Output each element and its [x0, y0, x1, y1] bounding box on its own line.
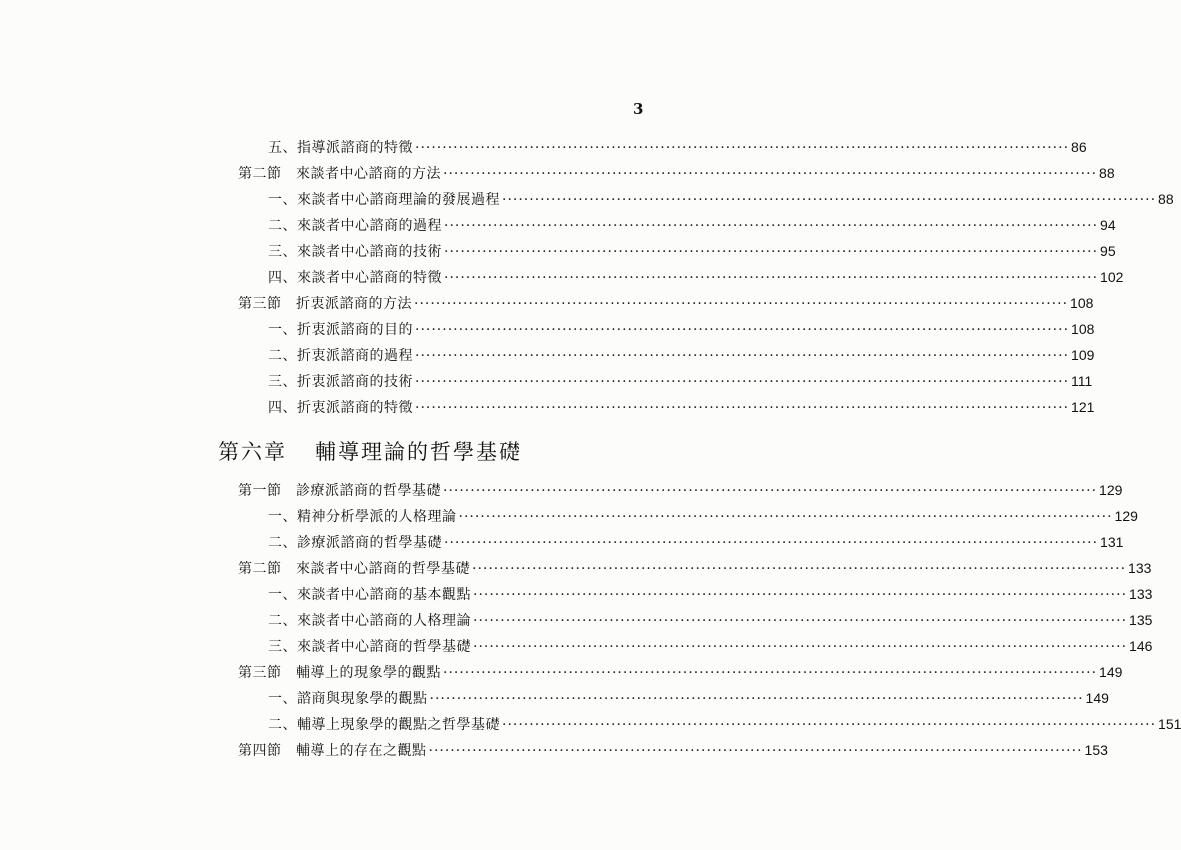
toc-entry [238, 293, 1094, 315]
toc-entry-page: 129 [1114, 508, 1138, 524]
toc-entry-label: 一、來談者中心諮商理論的發展過程 [268, 192, 500, 208]
toc-entry-page: 86 [1071, 139, 1087, 155]
toc-entry [268, 688, 1109, 710]
toc-entry-label: 二、來談者中心諮商的人格理論 [268, 613, 471, 629]
toc-entry-label: 三、來談者中心諮商的哲學基礎 [268, 639, 471, 655]
toc-entry-page: 88 [1158, 191, 1174, 207]
toc-entry-label: 四、來談者中心諮商的特徵 [268, 270, 442, 286]
toc-entry-page: 133 [1128, 560, 1152, 576]
toc-entry-label: 第二節 來談者中心諮商的方法 [238, 166, 441, 182]
toc-entry-page: 135 [1129, 612, 1153, 628]
toc-entry [268, 506, 1138, 528]
dot-leader: ························································································································ [458, 509, 1113, 525]
toc-entry-page: 102 [1100, 269, 1124, 285]
toc-entry [268, 267, 1124, 289]
toc-entry-label: 二、輔導上現象學的觀點之哲學基礎 [268, 717, 500, 733]
toc-entry-label: 第三節 折衷派諮商的方法 [238, 296, 412, 312]
chapter-title: 輔導理論的哲學基礎 [315, 440, 522, 464]
dot-leader: ························································································································ [429, 691, 1084, 707]
toc-entry-page: 149 [1085, 690, 1109, 706]
toc-entry-label: 三、折衷派諮商的技術 [268, 374, 413, 390]
toc-entry [268, 714, 1181, 736]
dot-leader: ························································································································ [414, 296, 1069, 312]
toc-entry-label: 第四節 輔導上的存在之觀點 [238, 743, 427, 759]
dot-leader: ························································································································ [473, 587, 1128, 603]
toc-entry-page: 133 [1129, 586, 1153, 602]
toc-entry [268, 137, 1087, 159]
toc-entry-label: 二、折衷派諮商的過程 [268, 348, 413, 364]
toc-entry-page: 151 [1158, 716, 1181, 732]
toc-entry-label: 第三節 輔導上的現象學的觀點 [238, 665, 441, 681]
toc-entry-label: 二、診療派諮商的哲學基礎 [268, 535, 442, 551]
toc-entry-page: 129 [1099, 482, 1123, 498]
toc-entry-page: 149 [1099, 664, 1123, 680]
toc-entry [268, 189, 1174, 211]
toc-entry-page: 109 [1071, 347, 1095, 363]
dot-leader: ························································································································ [473, 613, 1128, 629]
toc-entry-label: 第二節 來談者中心諮商的哲學基礎 [238, 561, 470, 577]
toc-entry-page: 111 [1071, 373, 1093, 389]
toc-entry-page: 153 [1084, 742, 1108, 758]
dot-leader: ························································································································ [443, 483, 1098, 499]
toc-entry-label: 一、來談者中心諮商的基本觀點 [268, 587, 471, 603]
toc-entry-label: 二、來談者中心諮商的過程 [268, 218, 442, 234]
toc-entry-page: 88 [1099, 165, 1115, 181]
toc-entry [268, 241, 1116, 263]
dot-leader: ························································································································ [444, 535, 1099, 551]
toc-entry [238, 163, 1115, 185]
dot-leader: ························································································································ [415, 140, 1070, 156]
toc-entry [238, 480, 1123, 502]
toc-entry [268, 636, 1153, 658]
toc-entry-label: 一、折衷派諮商的目的 [268, 322, 413, 338]
toc-entry [238, 558, 1152, 580]
toc-entry-page: 146 [1129, 638, 1153, 654]
dot-leader: ························································································································ [502, 717, 1157, 733]
toc-entry-label: 一、諮商與現象學的觀點 [268, 691, 428, 707]
toc-entry-label: 四、折衷派諮商的特徵 [268, 400, 413, 416]
dot-leader: ························································································································ [415, 348, 1070, 364]
toc-entry-page: 108 [1070, 295, 1094, 311]
toc-entry [268, 610, 1153, 632]
dot-leader: ························································································································ [415, 374, 1070, 390]
toc-entry [268, 215, 1116, 237]
dot-leader: ························································································································ [428, 743, 1083, 759]
toc-entry [238, 740, 1108, 762]
dot-leader: ························································································································ [502, 192, 1157, 208]
toc-entry [268, 345, 1095, 367]
dot-leader: ························································································································ [415, 322, 1070, 338]
dot-leader: ························································································································ [472, 561, 1127, 577]
toc-entry-page: 94 [1100, 217, 1116, 233]
dot-leader: ························································································································ [444, 218, 1099, 234]
chapter-number: 第六章 [218, 440, 287, 464]
toc-entry-label: 第一節 診療派諮商的哲學基礎 [238, 483, 441, 499]
dot-leader: ························································································································ [443, 665, 1098, 681]
toc-entry-page: 121 [1071, 399, 1095, 415]
toc-entry-label: 五、指導派諮商的特徵 [268, 140, 413, 156]
toc-entry-label: 三、來談者中心諮商的技術 [268, 244, 442, 260]
dot-leader: ························································································································ [473, 639, 1128, 655]
dot-leader: ························································································································ [443, 166, 1098, 182]
toc-entry [268, 584, 1153, 606]
toc-entry [238, 662, 1123, 684]
toc-entry [268, 371, 1093, 393]
toc-entry [268, 397, 1095, 419]
toc-entry-page: 108 [1071, 321, 1095, 337]
chapter-heading [218, 436, 522, 466]
dot-leader: ························································································································ [415, 400, 1070, 416]
toc-entry-label: 一、精神分析學派的人格理論 [268, 509, 457, 525]
dot-leader: ························································································································ [444, 270, 1099, 286]
toc-entry-page: 131 [1100, 534, 1124, 550]
toc-entry-page: 95 [1100, 243, 1116, 259]
toc-entry [268, 532, 1124, 554]
page-number: 3 [633, 100, 644, 118]
dot-leader: ························································································································ [444, 244, 1099, 260]
toc-entry [268, 319, 1095, 341]
